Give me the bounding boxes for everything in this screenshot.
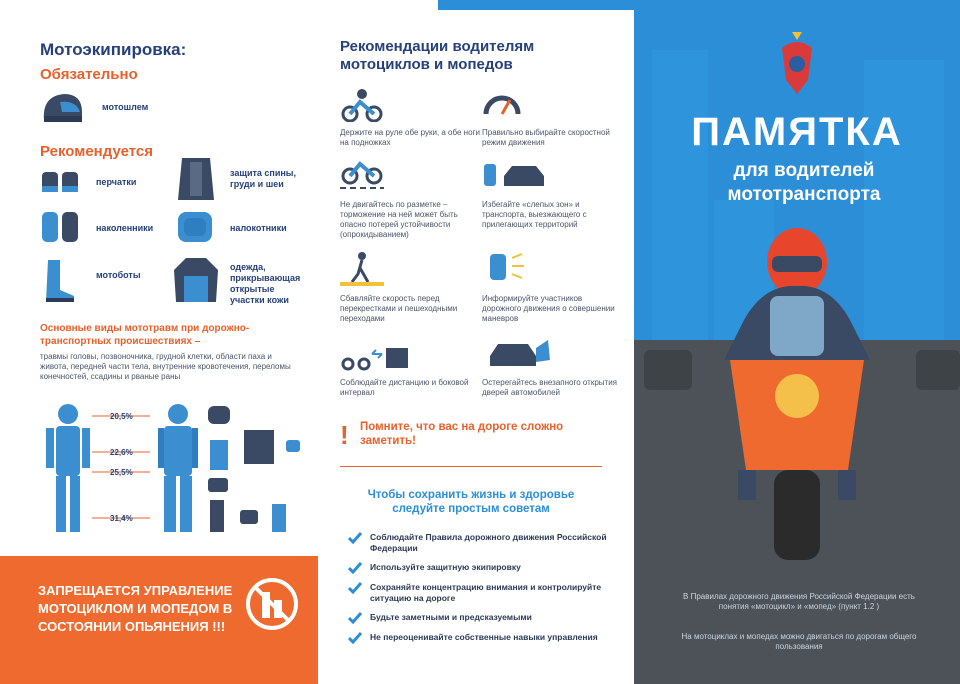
- cover-background: [634, 0, 960, 684]
- cover-subtitle-2: мототранспорта: [727, 184, 881, 205]
- tip-5-text: Не переоценивайте собственные навыки управления: [370, 632, 598, 642]
- cover-title: ПАМЯТКА: [691, 110, 903, 154]
- gear-panel: [0, 0, 318, 684]
- check-icon: [348, 582, 362, 597]
- tip-1: [348, 532, 608, 554]
- tip-1-text: Соблюдайте Правила дорожного движения Российской Федерации: [370, 532, 607, 553]
- injuries-text: травмы головы, позвоночника, грудной клетки, области паха и живота, передней части тела, внутренние кровотечения, переломы конечностей, ссадины и рваные раны: [40, 352, 291, 381]
- gear-title: Мотоэкипировка:: [40, 40, 187, 59]
- check-icon: [348, 632, 362, 647]
- knee-pads-icon: [40, 210, 84, 246]
- remember-text: Помните, что вас на дороге сложно заметить!: [360, 421, 564, 447]
- lane-marking-icon: [340, 156, 384, 190]
- cover-note-1: В Правилах дорожного движения Российской Федерации есть понятия «мотоцикл» и «мопед» (пункт 1.2 ): [683, 592, 915, 611]
- boots-label: мотоботы: [96, 270, 141, 280]
- speedometer-icon: [482, 86, 522, 120]
- mandatory-heading: Обязательно: [40, 66, 138, 83]
- blind-spot-icon: [482, 158, 548, 192]
- injuries-title: Основные виды мототравм при дорожно-транспортных происшествиях –: [40, 323, 250, 347]
- distance-icon: [340, 342, 410, 372]
- cover-note-2: На мотоциклах и мопедах можно двигаться по дорогам общего пользования: [681, 632, 917, 651]
- no-alcohol-icon: [244, 576, 300, 632]
- back-protector-icon: [174, 156, 218, 202]
- injury-figures-illustration: [40, 400, 310, 540]
- prohibition-banner: [0, 556, 318, 684]
- recommendations-panel: [318, 0, 634, 684]
- prohibition-text: ЗАПРЕЩАЕТСЯ УПРАВЛЕНИЕ МОТОЦИКЛОМ И МОПЕДОМ В СОСТОЯНИИ ОПЬЯНЕНИЯ !!!: [38, 583, 233, 634]
- pct-head: 20,5%: [110, 412, 133, 421]
- tip-3-text: Сохраняйте концентрацию внимания и контролируйте ситуацию на дороге: [370, 582, 602, 603]
- recommendations-title: Рекомендации водителям мотоциклов и мопедов: [340, 38, 535, 73]
- tip-5: [348, 632, 608, 643]
- pedestrian-crossing-icon: [340, 252, 384, 286]
- check-icon: [348, 532, 362, 547]
- rec-2: Правильно выбирайте скоростной режим движения: [482, 128, 610, 147]
- exclamation-icon: !: [340, 420, 349, 450]
- rec-4: Избегайте «слепых зон» и транспорта, выезжающего с прилегающих территорий: [482, 200, 587, 229]
- cover-panel: [634, 0, 960, 684]
- check-icon: [348, 562, 362, 577]
- tips-title: Чтобы сохранить жизнь и здоровье следуйте простым советам: [367, 489, 575, 515]
- cover-subtitle-1: для водителей: [733, 160, 875, 181]
- top-accent-bar: [438, 0, 634, 10]
- check-icon: [348, 612, 362, 627]
- rec-3: Не двигайтесь по разметке – торможение на ней может быть опасно потерей устойчивости (опрокидыванием): [340, 200, 458, 239]
- pct-abdomen: 25,5%: [110, 468, 133, 477]
- gloves-label: перчатки: [96, 177, 137, 187]
- rec-7: Соблюдайте дистанцию и боковой интервал: [340, 378, 469, 397]
- knee-pads-label: наколенники: [96, 223, 154, 233]
- clothes-label: одежда, прикрывающая открытые участки кожи: [230, 262, 301, 305]
- helmet-label: мотошлем: [102, 102, 149, 112]
- elbow-pads-label: налокотники: [230, 223, 287, 233]
- elbow-pads-icon: [174, 210, 218, 246]
- tip-2: [348, 562, 608, 573]
- boots-icon: [40, 258, 84, 304]
- helmet-icon: [40, 90, 84, 126]
- jacket-icon: [172, 256, 220, 306]
- tip-4: [348, 612, 608, 623]
- pct-chest: 22,6%: [110, 448, 133, 457]
- divider: [340, 466, 602, 467]
- rec-5: Сбавляйте скорость перед перекрестками и пешеходными переходами: [340, 294, 458, 323]
- rec-8: Остерегайтесь внезапного открытия дверей автомобилей: [482, 378, 617, 397]
- gloves-icon: [40, 166, 84, 196]
- car-door-icon: [488, 334, 558, 370]
- rec-1: Держите на руле обе руки, а обе ноги на подножках: [340, 128, 480, 147]
- tip-3: [348, 582, 608, 604]
- police-emblem-icon: [772, 30, 822, 100]
- rec-6: Информируйте участников дорожного движения о совершении маневров: [482, 294, 615, 323]
- tip-2-text: Используйте защитную экипировку: [370, 562, 521, 572]
- turn-signal-icon: [482, 250, 526, 284]
- tip-4-text: Будьте заметными и предсказуемыми: [370, 612, 532, 622]
- recommended-heading: Рекомендуется: [40, 143, 153, 160]
- back-protector-label: защита спины, груди и шеи: [230, 168, 296, 189]
- pct-limbs: 31,4%: [110, 514, 133, 523]
- motorcycle-hands-icon: [340, 88, 384, 122]
